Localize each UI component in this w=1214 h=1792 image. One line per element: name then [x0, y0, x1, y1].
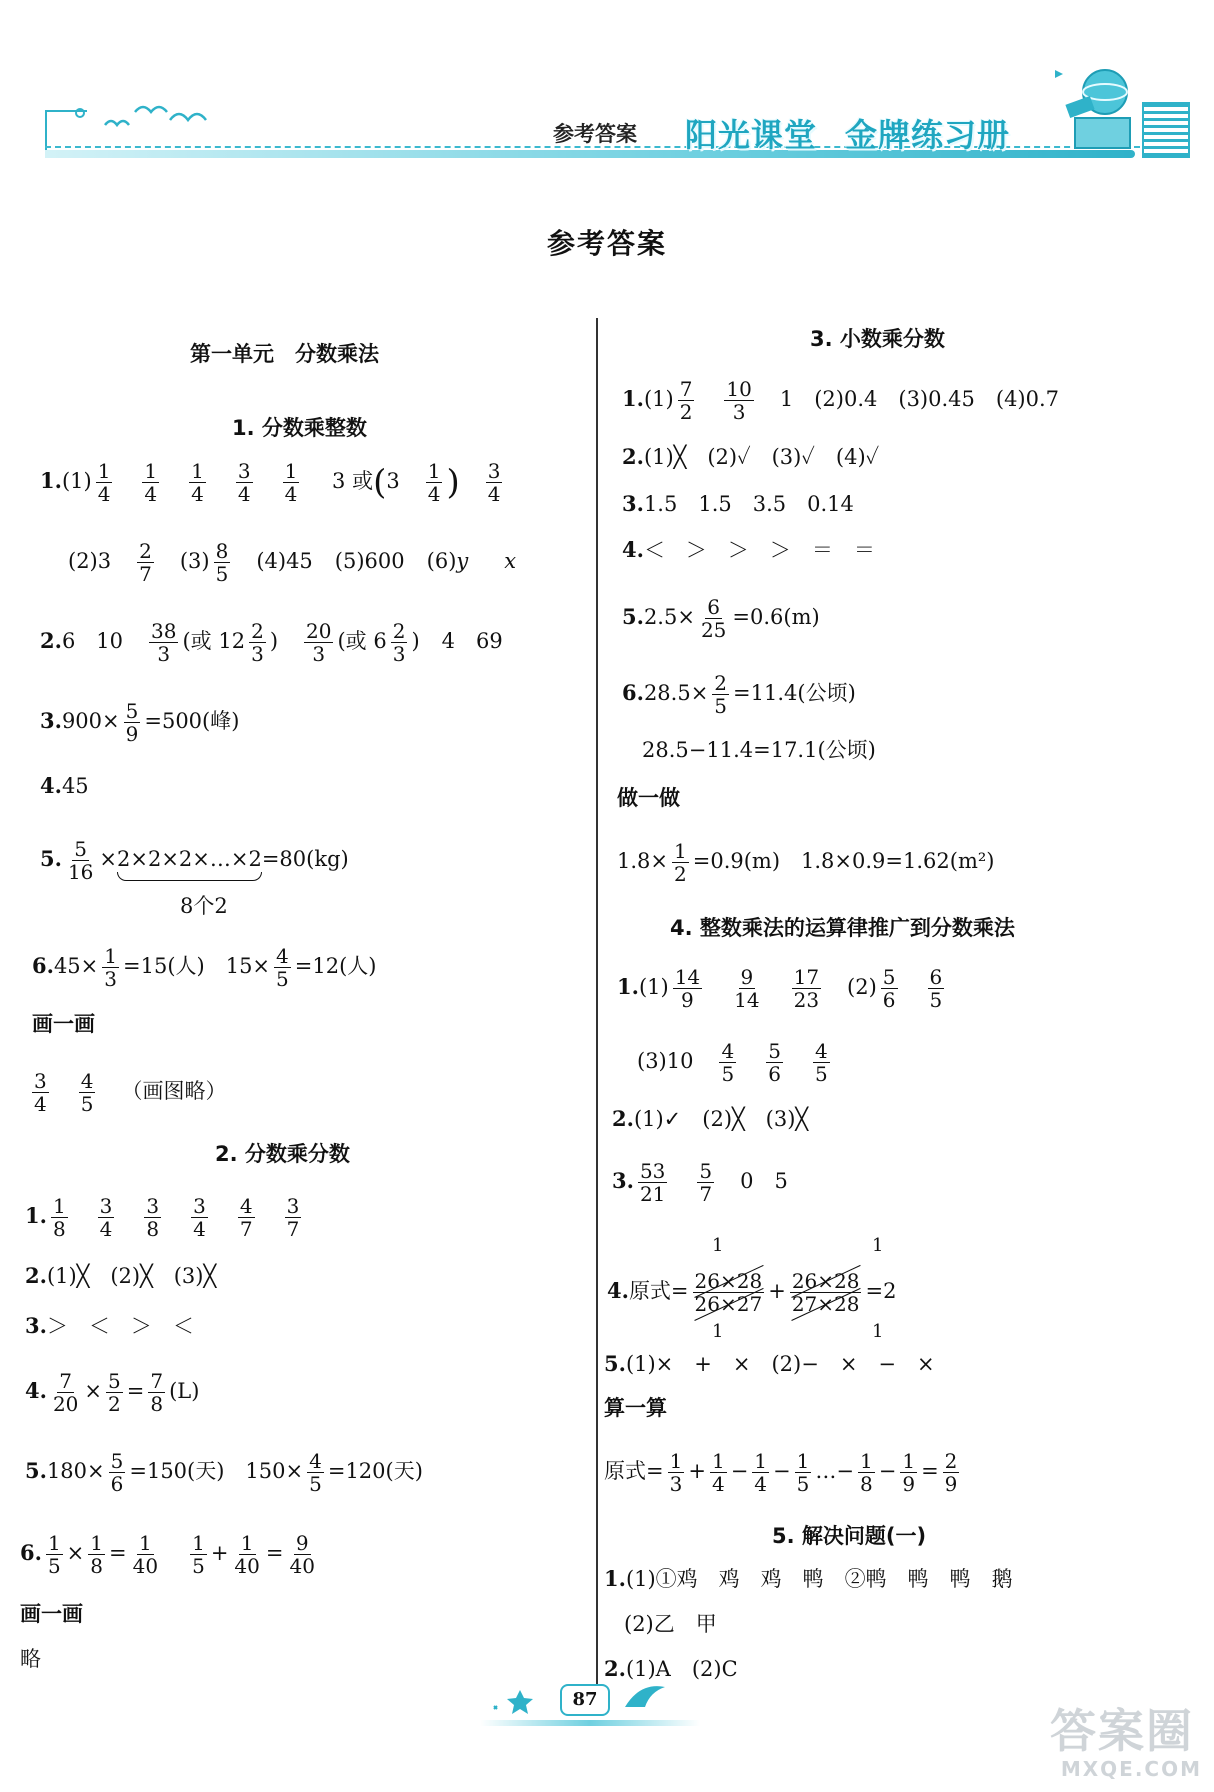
question-number: 5.	[25, 1458, 47, 1483]
globe-telescope-icon	[1045, 60, 1140, 152]
watermark-text: 答案圈	[1050, 1704, 1194, 1758]
question-number: 3.	[40, 708, 62, 733]
birds-icon	[100, 90, 210, 140]
unit-title: 第一单元 分数乘法	[190, 342, 379, 366]
fraction: $\frac{3}{4}$	[487, 459, 501, 506]
cancel-mark: 1	[872, 1235, 884, 1256]
fraction: $\frac{1}{2}$	[674, 839, 687, 886]
fraction: $\frac{7}{2}$	[679, 377, 693, 424]
fraction: $\frac{1}{4}$	[97, 459, 111, 506]
question-number: 4.	[622, 537, 644, 562]
fraction: $\frac{1}{8}$	[52, 1194, 66, 1241]
answer-line: 3. $\frac{53}{21}$ $\frac{5}{7}$ 0 5	[612, 1159, 788, 1206]
underbrace-label: 8个2	[180, 894, 228, 918]
fraction: $\frac{3}{4}$	[193, 1194, 206, 1241]
answer-line: 1.(1) $\frac{1}{4}$ $\frac{1}{4}$ $\frac{1}{4}$ $\frac{3}{4}$ $\frac{1}{4}$ 3 或(3 $\frac{1}{4}$ ) $\frac{3}{4}$	[40, 459, 501, 506]
fraction: $\frac{5}{16}$	[67, 837, 94, 884]
fraction: $\frac{3}{4}$	[34, 1069, 47, 1116]
answer-text: (5)600	[334, 549, 405, 573]
answer-line: (2)乙 甲	[624, 1612, 717, 1636]
fraction: $\frac{2}{3}$	[392, 619, 406, 666]
fraction: $\frac{1}{5}$	[796, 1449, 810, 1496]
section-title: 2. 分数乘分数	[215, 1142, 350, 1166]
answer-line: 5. $\frac{5}{16}$ ×2×2×2×…×2=80(kg)	[40, 837, 349, 884]
question-number: 6.	[622, 680, 644, 705]
answer-line: 2.6 10 $\frac{38}{3}$ (或 12 $\frac{2}{3}$ ) $\frac{20}{3}$ (或 6 $\frac{2}{3}$ ) 4 69	[40, 619, 503, 666]
answer-text: 4 69	[441, 629, 503, 653]
subheading: 算一算	[604, 1396, 667, 1420]
question-number: 3.	[622, 491, 644, 516]
question-number: 1.	[604, 1566, 626, 1591]
section-title: 1. 分数乘整数	[232, 416, 367, 440]
answer-line: 4. $\frac{7}{20}$ × $\frac{5}{2}$ = $\frac{7}{8}$ (L)	[25, 1369, 200, 1416]
answer-text: (1)	[61, 469, 92, 493]
fraction: $\frac{1}{5}$	[192, 1531, 205, 1578]
answer-line: 3.900× $\frac{5}{9}$ =500(峰)	[40, 699, 240, 746]
underbrace: 2×2×2×…×2	[117, 847, 262, 871]
fraction: $\frac{4}{5}$	[309, 1449, 322, 1496]
answer-line: 6.28.5× $\frac{2}{5}$ =11.4(公顷)	[622, 671, 856, 718]
answer-line: 1.(1) $\frac{14}{9}$ $\frac{9}{14}$ $\frac{17}{23}$ (2) $\frac{5}{6}$ $\frac{6}{5}$	[617, 965, 943, 1012]
fraction: $\frac{6}{25}$	[700, 595, 727, 642]
fraction: $\frac{9}{14}$	[734, 965, 760, 1012]
question-number: 2.	[604, 1656, 626, 1681]
answer-text: (2)3	[68, 549, 112, 573]
fraction: $\frac{1}{40}$	[234, 1531, 260, 1578]
fraction: $\frac{5}{6}$	[110, 1449, 124, 1496]
answer-line: 2.(1)╳ (2)✓ (3)✓ (4)✓	[622, 444, 880, 469]
answer-line: 4.45	[40, 773, 89, 798]
answer-line	[68, 540, 516, 585]
question-number: 2.	[622, 444, 644, 469]
variable: y	[456, 549, 469, 573]
watermark-url: MXQE.COM	[1060, 1757, 1202, 1781]
question-number: 5.	[622, 604, 644, 629]
answer-text: 3 或	[332, 469, 374, 493]
answer-text: (4)45	[256, 549, 313, 573]
answer-line: 5.180× $\frac{5}{6}$ =150(天) 150× $\frac{4}{5}$ =120(天)	[25, 1449, 423, 1496]
subheading: 做一做	[617, 786, 680, 810]
fraction: $\frac{1}{4}$	[754, 1449, 768, 1496]
question-number: 2.	[40, 628, 62, 653]
variable: x	[504, 549, 517, 573]
page-title: 参考答案	[546, 227, 667, 260]
question-number: 6.	[20, 1540, 42, 1565]
fraction: $\frac{1}{3}$	[669, 1449, 683, 1496]
star-decoration-icon	[490, 1686, 550, 1716]
section-title: 5. 解决问题(一)	[772, 1524, 927, 1548]
answer-line: 2.(1)✓ (2)╳ (3)╳	[612, 1106, 809, 1131]
fraction: $\frac{1}{40}$	[132, 1531, 159, 1578]
answer-line: $\frac{3}{4}$ $\frac{4}{5}$ （画图略）	[34, 1069, 227, 1116]
answer-line: 6. $\frac{1}{5}$ × $\frac{1}{8}$ = $\frac{1}{40}$ $\frac{1}{5}$ + $\frac{1}{40}$ = $\frac{9}{40}$	[20, 1531, 315, 1578]
fraction: $\frac{5}{7}$	[699, 1159, 713, 1206]
fraction: $\frac{7}{20}$	[52, 1369, 79, 1416]
fraction: $\frac{1}{4}$	[284, 459, 298, 506]
answer-line: 4.原式= $\frac{26\times 28}{26\times 27}$ + $\frac{26\times 28}{27\times 28}$ =2	[607, 1269, 897, 1316]
fraction: $\frac{2}{5}$	[714, 671, 728, 718]
question-number: 3.	[612, 1168, 634, 1193]
answer-line: 4.＜ ＞ ＞ ＞ ＝ ＝	[622, 537, 875, 562]
fraction: $\frac{20}{3}$	[306, 619, 332, 666]
question-number: 2.	[612, 1106, 634, 1131]
question-number: 1.	[622, 386, 644, 411]
fraction: $\frac{1}{4}$	[711, 1449, 725, 1496]
question-number: 1.	[617, 974, 639, 999]
cancel-mark: 1	[712, 1235, 724, 1256]
fraction: $\frac{3}{4}$	[99, 1194, 113, 1241]
section-title: 4. 整数乘法的运算律推广到分数乘法	[670, 916, 1015, 940]
answer-text: 6 10	[61, 629, 124, 653]
fraction: $\frac{1}{4}$	[191, 459, 204, 506]
fraction: $\frac{1}{4}$	[144, 459, 158, 506]
watermark-logo	[1050, 1705, 1210, 1790]
fraction: $\frac{9}{40}$	[289, 1531, 315, 1578]
brand-name-2: 金牌练习册	[845, 116, 1011, 154]
question-number: 5.	[40, 846, 62, 871]
fraction: $\frac{2}{7}$	[139, 539, 152, 586]
question-number: 2.	[25, 1263, 47, 1288]
subheading: 画一画	[20, 1602, 83, 1626]
fraction: $\frac{3}{8}$	[146, 1194, 160, 1241]
brand-name-1: 阳光课堂	[685, 116, 818, 154]
fraction: $\frac{4}{7}$	[239, 1194, 253, 1241]
cancel-mark: 1	[872, 1321, 884, 1342]
question-number: 6.	[32, 953, 54, 978]
answer-line: 2.(1)╳ (2)╳ (3)╳	[25, 1263, 217, 1288]
fraction: $\frac{38}{3}$	[151, 619, 177, 666]
answer-line: 3.1.5 1.5 3.5 0.14	[622, 491, 854, 516]
fraction: $\frac{1}{5}$	[47, 1531, 61, 1578]
question-number: 4.	[607, 1278, 629, 1303]
fraction: $\frac{1}{8}$	[859, 1449, 873, 1496]
fraction: $\frac{53}{21}$	[639, 1159, 666, 1206]
fraction: $\frac{5}{6}$	[882, 965, 896, 1012]
fraction: $\frac{8}{5}$	[215, 539, 229, 586]
header-label: 参考答案	[553, 122, 637, 146]
fraction: $\frac{4}{5}$	[814, 1039, 828, 1086]
answer-text: 3	[386, 469, 400, 493]
fraction: $\frac{6}{5}$	[929, 965, 943, 1012]
answer-line: 1.8× $\frac{1}{2}$ =0.9(m) 1.8×0.9=1.62(m²)	[617, 839, 995, 886]
answer-line: 原式= $\frac{1}{3}$ + $\frac{1}{4}$ − $\frac{1}{4}$ − $\frac{1}{5}$ …− $\frac{1}{8}$ − $\frac{1}{9}$ = $\frac{2}{9}$	[604, 1449, 958, 1496]
fraction: $\frac{2}{9}$	[944, 1449, 958, 1496]
answer-line: 3.＞ ＜ ＞ ＜	[25, 1313, 194, 1338]
answer-text: (3)	[179, 549, 210, 573]
header-stripes	[1142, 102, 1190, 158]
question-number: 1.	[25, 1203, 47, 1228]
answer-line: 1.(1) $\frac{7}{2}$ $\frac{10}{3}$ 1 (2)0.4 (3)0.45 (4)0.7	[622, 377, 1060, 424]
fraction: $\frac{1}{4}$	[427, 459, 441, 506]
fraction: $\frac{14}{9}$	[674, 965, 701, 1012]
fraction: $\frac{2}{3}$	[251, 619, 264, 666]
answer-line: 6.45× $\frac{1}{3}$ =15(人) 15× $\frac{4}{5}$ =12(人)	[32, 944, 377, 991]
answer-line: 5.2.5× $\frac{6}{25}$ =0.6(m)	[622, 595, 820, 642]
page-number: 87	[560, 1684, 610, 1716]
answer-line: 2.(1)A (2)C	[604, 1656, 738, 1681]
fraction: $\frac{3}{7}$	[286, 1194, 300, 1241]
fraction: $\frac{1}{8}$	[90, 1531, 104, 1578]
subheading: 画一画	[32, 1012, 95, 1036]
page-footer	[480, 1682, 700, 1732]
fraction: $\frac{5}{6}$	[768, 1039, 781, 1086]
answer-text: (或 6	[337, 629, 387, 653]
cancel-mark: 1	[712, 1321, 724, 1342]
footer-line	[480, 1720, 700, 1726]
fraction: $\frac{4}{5}$	[276, 944, 289, 991]
page-header	[45, 60, 1140, 160]
fraction: $\frac{4}{5}$	[80, 1069, 94, 1116]
answer-line	[25, 1195, 305, 1240]
question-number: 3.	[25, 1313, 47, 1338]
header-brand	[685, 110, 1038, 156]
answer-line: 28.5−11.4=17.1(公顷)	[642, 738, 876, 762]
answer-line: (3)10 $\frac{4}{5}$ $\frac{5}{6}$ $\frac{4}{5}$	[637, 1039, 828, 1086]
header-dot-decoration	[75, 108, 85, 118]
fraction: $\frac{10}{3}$	[726, 377, 752, 424]
fraction: $\frac{4}{5}$	[721, 1039, 735, 1086]
fraction: $\frac{3}{4}$	[237, 459, 251, 506]
section-title: 3. 小数乘分数	[810, 327, 945, 351]
answer-line: 略	[20, 1647, 41, 1671]
answer-text: (或 12	[182, 629, 246, 653]
bird-decoration-icon	[620, 1682, 670, 1716]
question-number: 4.	[40, 773, 62, 798]
question-number: 1.	[40, 468, 62, 493]
fraction: $\frac{26\times 28}{27\times 28}$	[791, 1269, 860, 1316]
fraction: $\frac{26\times 28}{26\times 27}$	[694, 1269, 763, 1316]
answer-line: 1.(1)①鸡 鸡 鸡 鸭 ②鸭 鸭 鸭 鹅	[604, 1566, 1013, 1591]
fraction: $\frac{7}{8}$	[150, 1369, 164, 1416]
question-number: 5.	[604, 1351, 626, 1376]
fraction: $\frac{17}{23}$	[793, 965, 820, 1012]
answer-line: 5.(1)× + × (2)− × − ×	[604, 1351, 935, 1376]
fraction: $\frac{5}{9}$	[125, 699, 139, 746]
answer-text: (6)	[426, 549, 457, 573]
question-number: 4.	[25, 1378, 47, 1403]
fraction: $\frac{1}{9}$	[902, 1449, 916, 1496]
column-divider	[596, 318, 598, 1698]
fraction: $\frac{1}{3}$	[104, 944, 117, 991]
fraction: $\frac{5}{2}$	[108, 1369, 121, 1416]
